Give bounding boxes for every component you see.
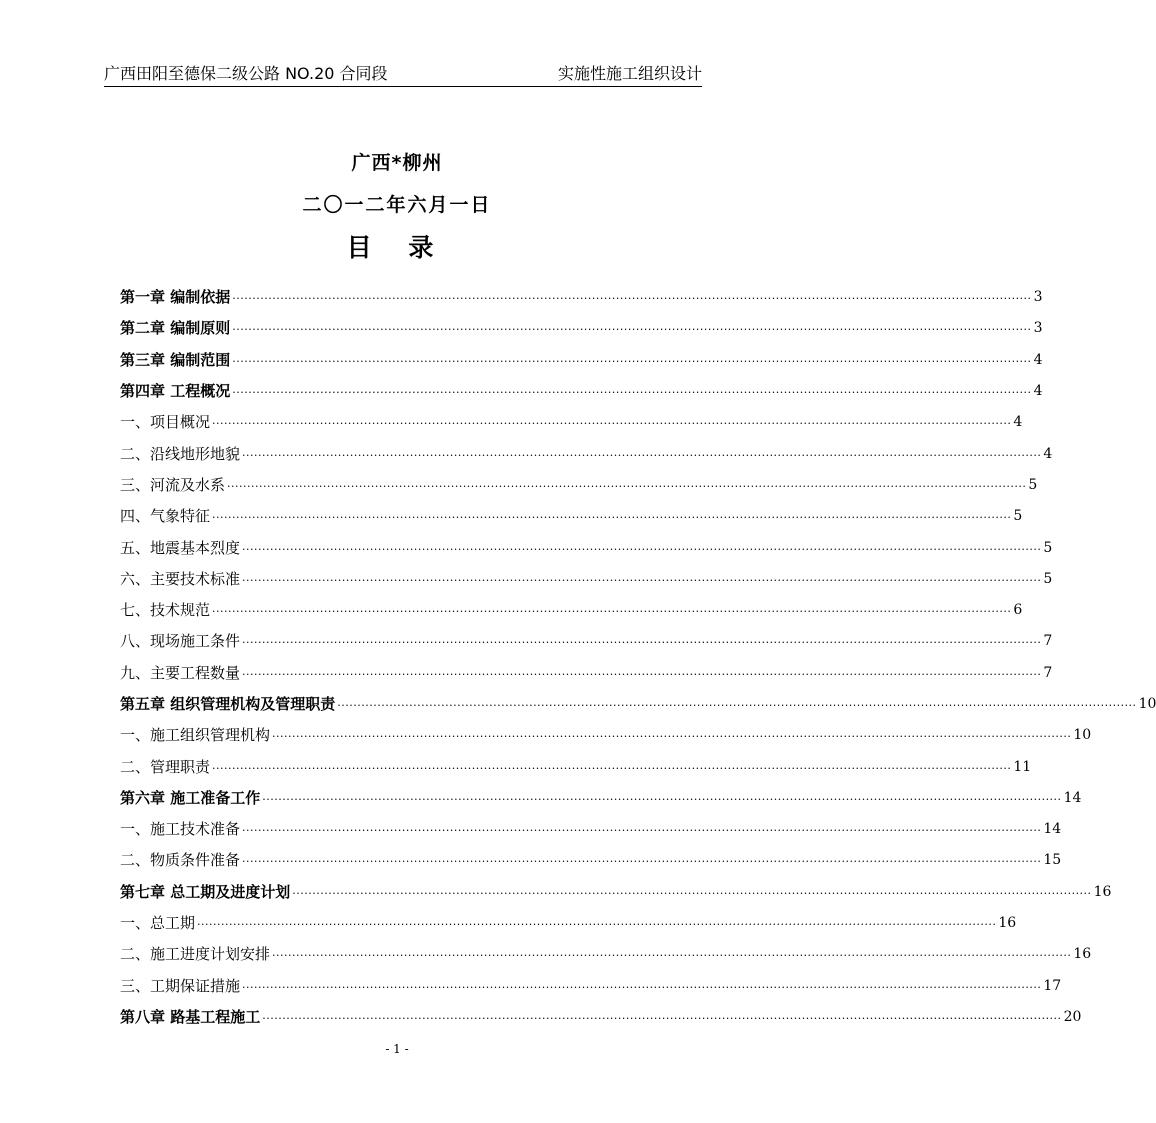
toc-chapter-entry[interactable] xyxy=(120,376,1043,407)
toc-section-entry[interactable] xyxy=(120,564,1053,595)
toc-entry-page: 5 xyxy=(1028,476,1038,493)
toc-heading: 目 录 xyxy=(346,233,448,262)
toc-entry-page: 14 xyxy=(1063,789,1082,806)
toc-entry-label: 三、河流及水系 xyxy=(120,475,226,494)
toc-entry-page: 4 xyxy=(1043,445,1053,462)
toc-entry-label: 一、总工期 xyxy=(120,914,196,933)
toc-section-entry[interactable] xyxy=(120,908,1017,939)
toc-section-entry[interactable] xyxy=(120,658,1053,689)
location-line: 广西*柳州 xyxy=(351,152,443,174)
toc-dot-leader: ········································································································································································································ xyxy=(242,667,1042,681)
toc-dot-leader: ········································································································································································································ xyxy=(262,1011,1062,1025)
toc-entry-label: 第一章 编制依据 xyxy=(120,288,231,307)
toc-entry-label: 一、施工技术准备 xyxy=(120,820,241,839)
toc-entry-page: 7 xyxy=(1043,664,1053,681)
toc-entry-label: 三、工期保证措施 xyxy=(120,976,241,995)
toc-entry-page: 10 xyxy=(1073,727,1092,744)
toc-dot-leader: ········································································································································································································ xyxy=(272,730,1072,744)
toc-section-entry[interactable] xyxy=(120,595,1023,626)
toc-entry-page: 16 xyxy=(1093,883,1112,900)
date-line: 二〇一二年六月一日 xyxy=(302,194,492,216)
toc-section-entry[interactable] xyxy=(120,751,1032,782)
toc-entry-page: 3 xyxy=(1033,289,1043,306)
toc-section-entry[interactable] xyxy=(120,814,1062,845)
toc-chapter-entry[interactable] xyxy=(120,345,1043,376)
toc-entry-page: 6 xyxy=(1013,602,1023,619)
toc-dot-leader: ········································································································································································································ xyxy=(242,573,1042,587)
toc-dot-leader: ········································································································································································································ xyxy=(227,479,1027,493)
toc-entry-label: 第七章 总工期及进度计划 xyxy=(120,882,291,901)
toc-entry-label: 七、技术规范 xyxy=(120,601,211,620)
toc-chapter-entry[interactable] xyxy=(120,1002,1082,1033)
toc-entry-label: 第二章 编制原则 xyxy=(120,319,231,338)
toc-chapter-entry[interactable] xyxy=(120,313,1043,344)
toc-entry-label: 第四章 工程概况 xyxy=(120,382,231,401)
toc-entry-page: 20 xyxy=(1063,1008,1082,1025)
toc-dot-leader: ········································································································································································································ xyxy=(232,323,1032,337)
toc-entry-label: 二、管理职责 xyxy=(120,757,211,776)
toc-dot-leader: ········································································································································································································ xyxy=(242,448,1042,462)
toc-dot-leader: ········································································································································································································ xyxy=(232,386,1032,400)
toc-entry-label: 一、项目概况 xyxy=(120,413,211,432)
toc-entry-label: 一、施工组织管理机构 xyxy=(120,726,271,745)
toc-dot-leader: ········································································································································································································ xyxy=(242,855,1042,869)
toc-entry-label: 第五章 组织管理机构及管理职责 xyxy=(120,695,336,713)
toc-section-entry[interactable] xyxy=(120,939,1092,970)
toc-section-entry[interactable] xyxy=(120,720,1092,751)
toc-dot-leader: ········································································································································································································ xyxy=(242,636,1042,650)
header-project-name: 广西田阳至德保二级公路 NO.20 合同段 xyxy=(104,63,388,83)
toc-dot-leader: ········································································································································································································ xyxy=(197,918,997,932)
toc-chapter-entry[interactable] xyxy=(120,689,1156,720)
page-number: - 1 - xyxy=(385,1042,409,1056)
toc-entry-label: 二、物质条件准备 xyxy=(120,851,241,870)
toc-dot-leader: ········································································································································································································ xyxy=(232,354,1032,368)
toc-dot-leader: ········································································································································································································ xyxy=(337,699,1137,712)
toc-entry-page: 7 xyxy=(1043,633,1053,650)
toc-entry-page: 4 xyxy=(1013,414,1023,431)
toc-entry-label: 第八章 路基工程施工 xyxy=(120,1007,261,1026)
toc-section-entry[interactable] xyxy=(120,971,1062,1002)
toc-dot-leader: ········································································································································································································ xyxy=(212,417,1012,431)
header-document-type: 实施性施工组织设计 xyxy=(557,63,702,83)
toc-section-entry[interactable] xyxy=(120,470,1038,501)
toc-section-entry[interactable] xyxy=(120,845,1062,876)
toc-dot-leader: ········································································································································································································ xyxy=(262,792,1062,806)
toc-entry-page: 16 xyxy=(1073,946,1092,963)
toc-dot-leader: ········································································································································································································ xyxy=(242,824,1042,838)
toc-entry-label: 六、主要技术标准 xyxy=(120,569,241,588)
toc-entry-label: 五、地震基本烈度 xyxy=(120,538,241,557)
toc-entry-label: 第六章 施工准备工作 xyxy=(120,788,261,807)
toc-dot-leader: ········································································································································································································ xyxy=(212,761,1012,775)
toc-dot-leader: ········································································································································································································ xyxy=(292,886,1092,900)
page-header xyxy=(104,58,702,87)
toc-entry-page: 5 xyxy=(1013,508,1023,525)
toc-entry-page: 4 xyxy=(1033,383,1043,400)
toc-entry-label: 第三章 编制范围 xyxy=(120,350,231,369)
toc-chapter-entry[interactable] xyxy=(120,783,1082,814)
toc-entry-label: 四、气象特征 xyxy=(120,507,211,526)
toc-chapter-entry[interactable] xyxy=(120,877,1112,908)
toc-section-entry[interactable] xyxy=(120,532,1053,563)
toc-dot-leader: ········································································································································································································ xyxy=(212,511,1012,525)
toc-section-entry[interactable] xyxy=(120,626,1053,657)
toc-entry-page: 17 xyxy=(1043,977,1062,994)
toc-dot-leader: ········································································································································································································ xyxy=(242,542,1042,556)
toc-entry-page: 10 xyxy=(1138,696,1156,712)
toc-entry-page: 15 xyxy=(1043,852,1062,869)
toc-chapter-entry[interactable] xyxy=(120,282,1043,313)
toc-entry-page: 16 xyxy=(998,915,1017,932)
toc-entry-label: 九、主要工程数量 xyxy=(120,663,241,682)
toc-entry-label: 八、现场施工条件 xyxy=(120,632,241,651)
toc-entry-page: 4 xyxy=(1033,351,1043,368)
toc-section-entry[interactable] xyxy=(120,501,1023,532)
toc-dot-leader: ········································································································································································································ xyxy=(272,949,1072,963)
toc-entry-label: 二、沿线地形地貌 xyxy=(120,444,241,463)
toc-dot-leader: ········································································································································································································ xyxy=(242,980,1042,994)
toc-dot-leader: ········································································································································································································ xyxy=(232,292,1032,306)
toc-entry-page: 3 xyxy=(1033,320,1043,337)
toc-section-entry[interactable] xyxy=(120,407,1023,438)
table-of-contents xyxy=(120,282,1156,1033)
toc-entry-page: 5 xyxy=(1043,539,1053,556)
toc-section-entry[interactable] xyxy=(120,438,1053,469)
toc-entry-page: 11 xyxy=(1013,758,1032,775)
toc-entry-label: 二、施工进度计划安排 xyxy=(120,945,271,964)
toc-entry-page: 14 xyxy=(1043,821,1062,838)
toc-entry-page: 5 xyxy=(1043,570,1053,587)
toc-dot-leader: ········································································································································································································ xyxy=(212,605,1012,619)
